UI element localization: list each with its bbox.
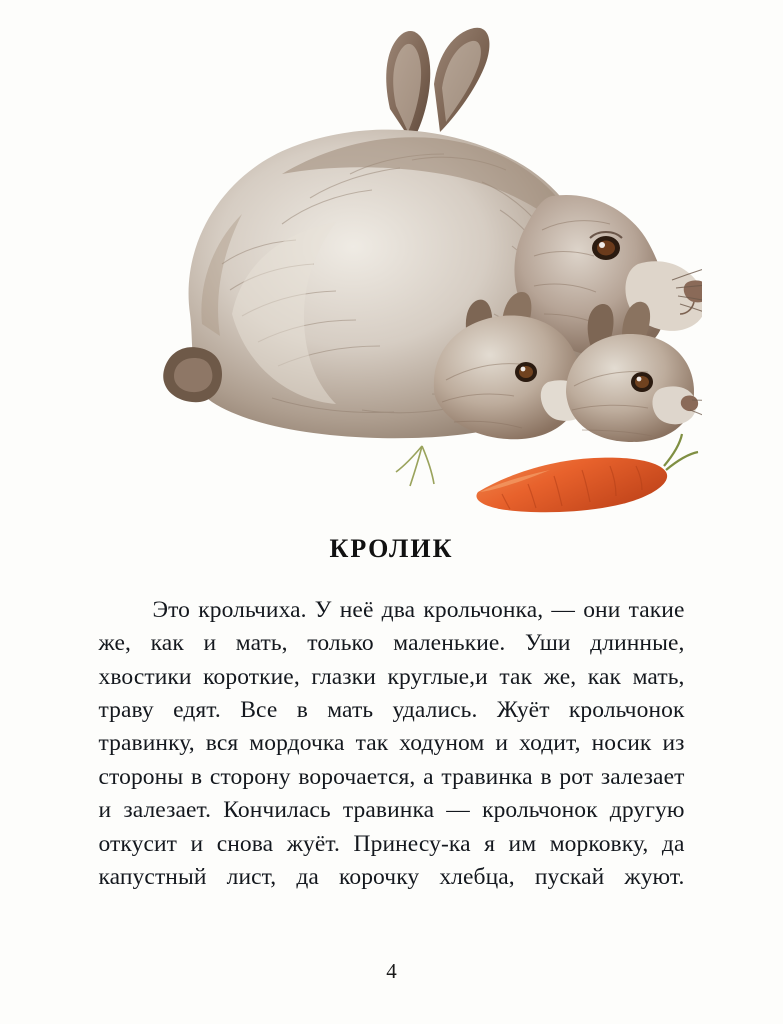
grass-sprig (396, 446, 434, 486)
rabbit-family-illustration (82, 14, 702, 514)
baby-right-eye (631, 372, 653, 392)
page-number: 4 (386, 959, 397, 983)
page-title: КРОЛИК (329, 534, 454, 563)
carrot (476, 434, 698, 512)
baby-left-eye (515, 362, 537, 382)
mother-rabbit-ears (386, 28, 489, 142)
illustration-svg (82, 14, 702, 514)
story-paragraph: Это крольчиха. У неё два крольчонка, — они такие же, как и мать, только маленькие. Уши длинные, хвостики короткие, глазки круглые,и так же, как мать, траву едят. Все в мать удались. Жуёт крольчонок травинку, вся мордочка так ходуном и ходит, носик из стороны в сторону ворочается, а травинка в рот залезает и залезает. Кончилась травинка — крольчонок другую откусит и снова жуёт. Принесу-ка я им морковку, да капустный лист, да корочку хлебца, пускай жуют. (98, 597, 685, 890)
carrot-greens (664, 434, 698, 470)
story-body (99, 594, 685, 928)
mother-rabbit-tail (163, 347, 222, 402)
